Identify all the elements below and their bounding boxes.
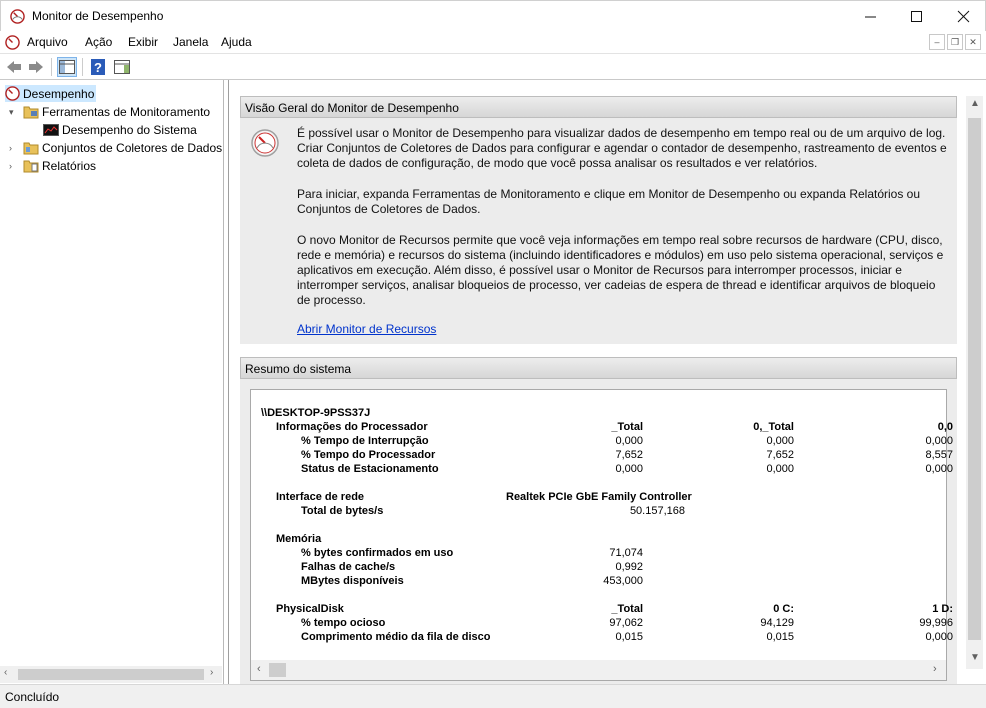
scroll-right-icon[interactable]: ›	[933, 663, 937, 675]
summary-header-title: Resumo do sistema	[245, 362, 352, 376]
show-hide-action-pane-button[interactable]	[112, 57, 132, 77]
overview-paragraph-2: Para iniciar, expanda Ferramentas de Monitoramento e clique em Monitor de Desempenho ou expanda Relatórios ou Conjuntos de Coletores de Dados.	[297, 187, 921, 216]
mdi-restore-button[interactable]	[947, 34, 963, 50]
svg-text:?: ?	[94, 60, 102, 75]
summary-header[interactable]	[240, 357, 957, 379]
open-resource-monitor-link[interactable]: Abrir Monitor de Recursos	[297, 322, 437, 336]
disk-col-header: 1 D:	[932, 603, 953, 615]
memory-section-title: Memória	[276, 533, 322, 545]
summary-value: 0,000	[766, 435, 794, 447]
summary-row-label: MBytes disponíveis	[301, 575, 404, 587]
tree-item-ferramentas[interactable]	[23, 103, 210, 120]
close-icon: ✕	[969, 36, 977, 47]
menu-arquivo[interactable]: Arquivo	[27, 35, 68, 49]
tree-item-label: Ferramentas de Monitoramento	[42, 104, 211, 119]
tree-item-label: Desempenho	[23, 86, 95, 101]
scroll-left-icon[interactable]: ‹	[4, 667, 8, 678]
perfmon-gauge-icon	[250, 128, 280, 158]
title-bar	[0, 0, 986, 31]
summary-value: 97,062	[609, 617, 643, 629]
toolbar-separator	[82, 58, 83, 76]
disk-col-header: 0 C:	[773, 603, 794, 615]
mdi-close-button[interactable]	[965, 34, 981, 50]
menu-ajuda[interactable]: Ajuda	[221, 35, 252, 49]
system-chart-icon	[43, 123, 59, 137]
overview-body	[240, 118, 957, 344]
summary-horizontal-scrollbar[interactable]	[251, 660, 946, 680]
close-button[interactable]	[940, 1, 986, 31]
tree-item-relatorios[interactable]	[23, 157, 96, 174]
scroll-down-icon[interactable]: ▼	[970, 652, 980, 663]
mdi-minimize-button[interactable]	[929, 34, 945, 50]
summary-value: 0,000	[615, 463, 643, 475]
scroll-up-icon[interactable]: ▲	[970, 98, 980, 109]
summary-value: 453,000	[603, 575, 643, 587]
help-button[interactable]	[88, 57, 108, 77]
summary-value: 94,129	[760, 617, 794, 629]
restore-icon: ❐	[950, 36, 960, 47]
summary-row-label: % bytes confirmados em uso	[301, 547, 454, 559]
scrollbar-thumb[interactable]	[18, 669, 204, 680]
maximize-icon	[911, 11, 922, 22]
folder-collectors-icon	[23, 141, 39, 155]
disk-col-header: _Total	[611, 603, 643, 615]
arrow-left-icon	[6, 60, 22, 74]
toolbar	[0, 54, 986, 80]
summary-value: 0,000	[766, 463, 794, 475]
perfmon-icon	[5, 86, 20, 101]
minimize-button[interactable]	[847, 1, 893, 31]
summary-value: 0,015	[766, 631, 794, 643]
overview-header-title: Visão Geral do Monitor de Desempenho	[245, 101, 459, 115]
summary-value: 0,000	[615, 435, 643, 447]
content-pane	[228, 80, 986, 684]
toolbar-separator	[51, 58, 52, 76]
summary-value: 0,000	[925, 463, 953, 475]
content-vertical-scrollbar[interactable]	[966, 96, 983, 669]
overview-paragraph-1: É possível usar o Monitor de Desempenho para visualizar dados de desempenho em tempo real ou de um arquivo de log. Criar Conjuntos de Coletores de Dados para configurar e agendar o contador de desempenho, rastreamento de eventos e coleta de dados de configuração, de modo que você possa analisar os resultados e ver relatórios.	[297, 126, 947, 170]
close-icon	[958, 11, 969, 22]
tree-item-label: Relatórios	[42, 158, 97, 173]
back-button[interactable]	[4, 57, 24, 77]
console-tree	[0, 80, 224, 684]
menu-acao[interactable]: Ação	[85, 35, 113, 49]
folder-reports-icon	[23, 159, 39, 173]
scrollbar-thumb[interactable]	[968, 118, 981, 640]
processor-col-header: _Total	[611, 421, 643, 433]
scroll-right-icon[interactable]: ›	[210, 667, 214, 678]
menu-exibir[interactable]: Exibir	[128, 35, 159, 49]
host-name: \\DESKTOP-9PSS37J	[261, 407, 371, 419]
summary-value: 50.157,168	[629, 505, 685, 517]
maximize-button[interactable]	[893, 1, 939, 31]
summary-row-label: Status de Estacionamento	[301, 463, 439, 475]
folder-tools-icon	[23, 105, 39, 119]
scrollbar-thumb[interactable]	[269, 663, 286, 677]
window-title: Monitor de Desempenho	[32, 9, 164, 23]
scroll-left-icon[interactable]: ‹	[257, 663, 261, 675]
collapsed-chevron-icon[interactable]: ›	[9, 143, 12, 153]
arrow-right-icon	[28, 60, 44, 74]
disk-section-title: PhysicalDisk	[276, 603, 344, 615]
processor-col-header: 0,_Total	[753, 421, 794, 433]
forward-button[interactable]	[26, 57, 46, 77]
minimize-icon	[865, 11, 876, 22]
processor-col-header: 0,0	[937, 421, 953, 433]
action-pane-icon	[114, 60, 130, 74]
tree-item-desempenho-sistema[interactable]	[43, 121, 197, 138]
summary-value: 0,000	[925, 435, 953, 447]
tree-item-conjuntos[interactable]	[23, 139, 222, 156]
processor-section-title: Informações do Processador	[276, 421, 428, 433]
summary-value: 0,000	[925, 631, 953, 643]
status-bar	[0, 684, 986, 708]
overview-header[interactable]	[240, 96, 957, 118]
summary-row-label: % Tempo do Processador	[301, 449, 436, 461]
status-text: Concluído	[5, 690, 60, 704]
console-tree-icon	[59, 60, 75, 74]
perfmon-app-icon	[10, 9, 25, 24]
network-adapter-name: Realtek PCIe GbE Family Controller	[506, 491, 692, 503]
expanded-chevron-icon[interactable]: ▾	[9, 107, 14, 117]
summary-value: 0,015	[615, 631, 643, 643]
summary-row-label: % Tempo de Interrupção	[301, 435, 429, 447]
summary-row-label: Total de bytes/s	[301, 505, 384, 517]
help-icon	[91, 59, 105, 75]
tree-item-desempenho[interactable]	[5, 85, 96, 102]
menu-janela[interactable]: Janela	[173, 35, 209, 49]
tree-item-label: Desempenho do Sistema	[62, 122, 197, 137]
network-section-title: Interface de rede	[276, 491, 365, 503]
summary-value: 0,992	[615, 561, 643, 573]
summary-row-label: Comprimento médio da fila de disco	[301, 631, 491, 643]
summary-row-label: Falhas de cache/s	[301, 561, 396, 573]
minimize-icon: –	[934, 37, 940, 47]
summary-value: 7,652	[615, 449, 643, 461]
left-horizontal-scrollbar[interactable]	[0, 666, 222, 683]
summary-value: 99,996	[919, 617, 953, 629]
summary-value: 7,652	[766, 449, 794, 461]
menu-bar	[0, 31, 986, 54]
collapsed-chevron-icon[interactable]: ›	[9, 161, 12, 171]
overview-paragraph-3: O novo Monitor de Recursos permite que você veja informações em tempo real sobre recursos de hardware (CPU, disco, rede e memória) e recursos do sistema (incluindo identificadores e módulos) em uso pelo sistema operacional, serviços e aplicativos em execução. Além disso, é possível usar o Monitor de Recursos para interromper processos, iniciar e interromper serviços, analisar bloqueios de processo, ver cadeias de espera de thread e identificar arquivos de bloqueio de processo.	[297, 233, 944, 307]
tree-item-label: Conjuntos de Coletores de Dados	[42, 140, 223, 155]
summary-row-label: % tempo ocioso	[301, 617, 386, 629]
system-summary-box	[250, 389, 953, 681]
summary-value: 8,557	[925, 449, 953, 461]
show-hide-console-tree-button[interactable]	[57, 57, 77, 77]
system-menu-icon[interactable]	[5, 35, 20, 50]
summary-value: 71,074	[609, 547, 643, 559]
